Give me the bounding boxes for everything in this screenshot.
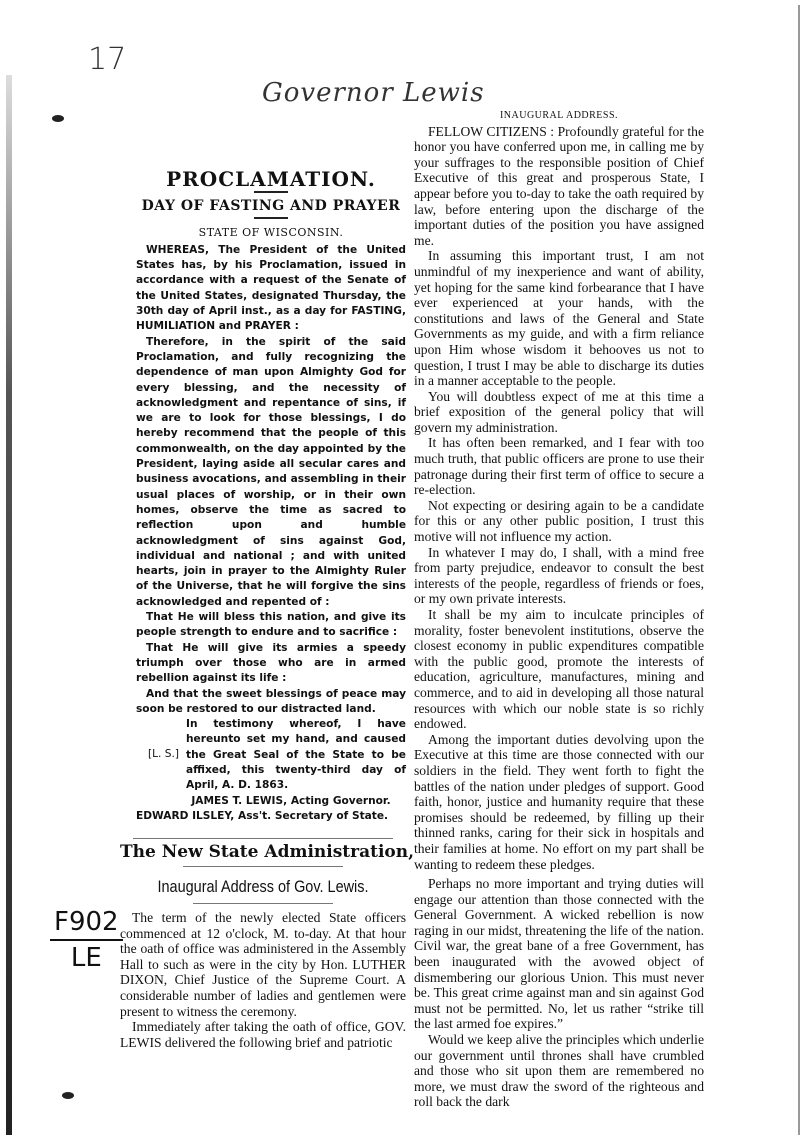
handwritten-page-number: 17 [88, 42, 127, 77]
article-headline: The New State Administration, [120, 842, 415, 862]
divider [133, 838, 393, 839]
governor-signature: JAMES T. LEWIS, Acting Governor. [191, 794, 391, 807]
inaugural-paragraph: In whatever I may do, I shall, with a mind free from party prejudice, endeavor to consult the best interests of the people, regardless of friends or foes, or my own private interests. [414, 544, 704, 607]
divider [193, 903, 333, 904]
proclamation-paragraph: And that the sweet blessings of peace may soon be restored to our distracted land. [136, 687, 406, 715]
proclamation-paragraph: That He will give its armies a speedy triumph over those who are in armed rebellion against its life : [136, 641, 406, 685]
inaugural-paragraph: FELLOW CITIZENS : Profoundly grateful for the honor you have conferred upon me, in calling me by your suffrages to the responsible position of Chief Executive of this great and prosperous State, I appear before you to-day to take the oath required by law, before entering upon the discharge of the important duties of the position you have assigned me. [414, 123, 704, 248]
proclamation-paragraph: Therefore, in the spirit of the said Proclamation, and fully recognizing the dependence of man upon Almighty God for every blessing, and the necessity of acknowledgment and repentance of sins, if we are to look for those blessings, I do hereby recommend that the people of this commonwealth, on the day appointed by the President, laying aside all secular cares and business avocations, and assembling in their usual places of worship, or in their own homes, observe the time as sacred to reflection upon and humble acknowledgment of sins against God, individual and national ; and with united hearts, join in prayer to the Almighty Ruler of the Universe, that he will forgive the sins acknowledged and repented of : [136, 335, 406, 608]
inaugural-paragraph: Among the important duties devolving upon the Executive at this time are those connected with our soldiers in the field. They went forth to fight the battles of the nation under pledges of support. Good faith, honor, justice and humanity require that these promises should be redeemed, by filling up their thinned ranks, caring for their sick in hospitals and their families at home. No effort on my part shall be wanting to redeem these pledges. [414, 731, 704, 872]
ink-blot [62, 1092, 74, 1099]
proclamation-article [136, 167, 406, 824]
proclamation-paragraph: That He will bless this nation, and give its people strength to endure and to sacrifice : [136, 611, 406, 639]
scan-edge-left [6, 75, 12, 1135]
proclamation-subtitle: DAY OF FASTING AND PRAYER [141, 198, 401, 215]
proclamation-state: STATE OF WISCONSIN. [198, 225, 344, 239]
inaugural-address-article [414, 108, 704, 1110]
catalog-code-letters: LE [70, 943, 102, 973]
inaugural-paragraph: You will doubtless expect of me at this time a brief exposition of the general policy that will govern my administration. [414, 388, 704, 435]
inaugural-paragraph: Not expecting or desiring again to be a candidate for this or any other public position, I trust this motive will not influence my action. [414, 497, 704, 545]
article-paragraph: Immediately after taking the oath of office, GOV. LEWIS delivered the following brief and patriotic [120, 1019, 406, 1050]
proclamation-title: PROCLAMATION. [166, 167, 376, 191]
testimony-clause: In testimony whereof, I have hereunto set my hand, and caused the Great Seal of the State to be affixed, this twenty-third day of April, A. D. 1863. [186, 718, 406, 792]
inaugural-paragraph: It has often been remarked, and I fear with too much truth, that public officers are prone to use their patronage during their first term of office to secure a re-election. [414, 435, 704, 498]
inaugural-heading: INAUGURAL ADDRESS. [499, 110, 619, 121]
inaugural-paragraph: It shall be my aim to inculcate principles of morality, foster benevolent institutions, observe the closest economy in public expenditures compatible with the public good, promote the interests of education, agriculture, manufactures, mining and commerce, and to aid in developing all those natural resources with which our noble state is so richly endowed. [414, 607, 704, 732]
handwritten-title: Governor Lewis [262, 78, 485, 108]
catalog-code-number: F902 [50, 905, 123, 941]
ink-blot [52, 115, 64, 122]
divider [254, 191, 288, 193]
seal-mark: [L. S.] [148, 748, 179, 761]
divider [254, 217, 288, 219]
inaugural-paragraph: Perhaps no more important and trying duties will engage our attention than those connected with the General Government. A wicked rebellion is now raging in our midst, threatening the life of the nation. Civil war, the great bane of a free Government, has been inaugurated with the avowed object of dismembering our glorious Union. This must never be. This great crime against man and sin against God must not be permitted. No, let us rather “strike till the last armed foe expires.” [414, 876, 704, 1032]
inaugural-paragraph: In assuming this important trust, I am not unmindful of my inexperience and want of ability, yet hoping for the same kind forbearance that I have ever experienced at your hands, with the constitutions and laws of the General and State Governments as my guide, and with a firm reliance upon Him whose wisdom it behooves us not to question, I trust I may be able to discharge its duties in a manner acceptable to the people. [414, 248, 704, 389]
article-subheadline: Inaugural Address of Gov. Lewis. [157, 877, 369, 896]
catalog-code [50, 905, 123, 975]
new-state-administration-article [120, 838, 415, 1050]
inaugural-paragraph: Would we keep alive the principles which underlie our government until thrones shall have crumbled and those who sit upon them are remembered no more, we must draw the sword of the righteous and roll back the dark [414, 1032, 704, 1110]
divider [183, 866, 343, 867]
article-paragraph: The term of the newly elected State officers commenced at 12 o'clock, M. to-day. At that hour the oath of office was administered in the Assembly Hall to such as were in the city by Hon. LUTHER DIXON, Chief Justice of the Supreme Court. A considerable number of ladies and gentlemen were present to witness the ceremony. [120, 910, 406, 1019]
secretary-attest: EDWARD ILSLEY, Ass't. Secretary of State. [136, 809, 389, 822]
proclamation-paragraph: WHEREAS, The President of the United States has, by his Proclamation, issued in accordance with a request of the Senate of the United States, designated Thursday, the 30th day of April inst., as a day for FASTING, HUMILIATION and PRAYER : [136, 243, 406, 333]
